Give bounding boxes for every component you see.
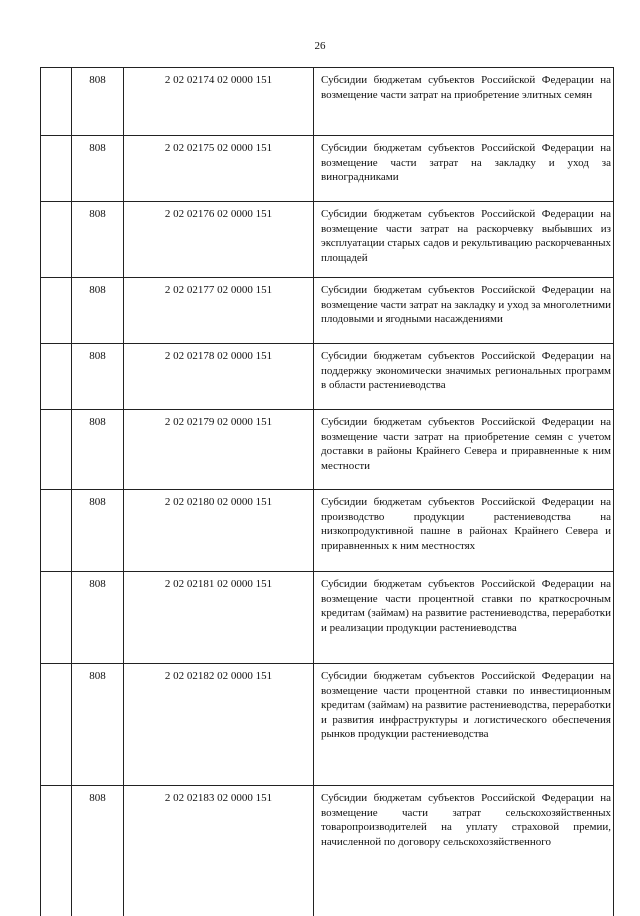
table-row [41, 344, 614, 410]
empty-cell [41, 202, 72, 278]
admin-code-cell: 808 [72, 202, 124, 278]
description-cell: Субсидии бюджетам субъектов Российской Федерации на поддержку экономически значимых региональных программ в области растениеводства [314, 344, 614, 410]
budget-code-cell: 2 02 02179 02 0000 151 [124, 410, 314, 490]
budget-code-cell: 2 02 02183 02 0000 151 [124, 786, 314, 916]
empty-cell [41, 136, 72, 202]
description-cell: Субсидии бюджетам субъектов Российской Федерации на возмещение части затрат на закладку и уход за многолетними плодовыми и ягодными насаждениями [314, 278, 614, 344]
table-body [41, 68, 614, 916]
empty-cell [41, 68, 72, 136]
description-cell: Субсидии бюджетам субъектов Российской Федерации на возмещение части процентной ставки по инвестиционным кредитам (займам) на развитие растениеводства, переработки и развития инфраструктуры и логистического обеспечения рынков продукции растениеводства [314, 664, 614, 786]
empty-cell [41, 410, 72, 490]
empty-cell [41, 572, 72, 664]
table-row [41, 664, 614, 786]
description-cell: Субсидии бюджетам субъектов Российской Федерации на возмещение части затрат на приобретение семян с учетом доставки в районы Крайнего Севера и приравненные к ним местности [314, 410, 614, 490]
description-cell: Субсидии бюджетам субъектов Российской Федерации на возмещение части процентной ставки по краткосрочным кредитам (займам) на развитие растениеводства, переработки и реализации продукции растениеводства [314, 572, 614, 664]
admin-code-cell: 808 [72, 68, 124, 136]
budget-code-cell: 2 02 02181 02 0000 151 [124, 572, 314, 664]
table-row [41, 136, 614, 202]
table-row [41, 68, 614, 136]
budget-code-cell: 2 02 02177 02 0000 151 [124, 278, 314, 344]
budget-code-cell: 2 02 02182 02 0000 151 [124, 664, 314, 786]
empty-cell [41, 344, 72, 410]
admin-code-cell: 808 [72, 664, 124, 786]
admin-code-cell: 808 [72, 572, 124, 664]
admin-code-cell: 808 [72, 278, 124, 344]
table-row [41, 786, 614, 916]
admin-code-cell: 808 [72, 136, 124, 202]
budget-code-cell: 2 02 02178 02 0000 151 [124, 344, 314, 410]
table-row [41, 278, 614, 344]
description-cell: Субсидии бюджетам субъектов Российской Федерации на возмещение части затрат сельскохозяйственных товаропроизводителей на уплату страховой премии, начисленной по договору сельскохозяйственного [314, 786, 614, 916]
description-cell: Субсидии бюджетам субъектов Российской Федерации на возмещение части затрат на приобретение элитных семян [314, 68, 614, 136]
page-number: 26 [314, 40, 326, 52]
budget-code-cell: 2 02 02175 02 0000 151 [124, 136, 314, 202]
admin-code-cell: 808 [72, 344, 124, 410]
budget-code-cell: 2 02 02174 02 0000 151 [124, 68, 314, 136]
table-row [41, 202, 614, 278]
empty-cell [41, 786, 72, 916]
empty-cell [41, 664, 72, 786]
budget-code-cell: 2 02 02180 02 0000 151 [124, 490, 314, 572]
empty-cell [41, 490, 72, 572]
table-row [41, 572, 614, 664]
empty-cell [41, 278, 72, 344]
budget-code-cell: 2 02 02176 02 0000 151 [124, 202, 314, 278]
description-cell: Субсидии бюджетам субъектов Российской Федерации на возмещение части затрат на раскорчевку выбывших из эксплуатации старых садов и рекультивацию раскорчеванных площадей [314, 202, 614, 278]
admin-code-cell: 808 [72, 410, 124, 490]
admin-code-cell: 808 [72, 786, 124, 916]
description-cell: Субсидии бюджетам субъектов Российской Федерации на возмещение части затрат на закладку и уход за виноградниками [314, 136, 614, 202]
income-codes-table [40, 67, 614, 916]
table-row [41, 490, 614, 572]
description-cell: Субсидии бюджетам субъектов Российской Федерации на производство продукции растениеводства на низкопродуктивной пашне в районах Крайнего Севера и приравненных к ним местностях [314, 490, 614, 572]
table-row [41, 410, 614, 490]
admin-code-cell: 808 [72, 490, 124, 572]
